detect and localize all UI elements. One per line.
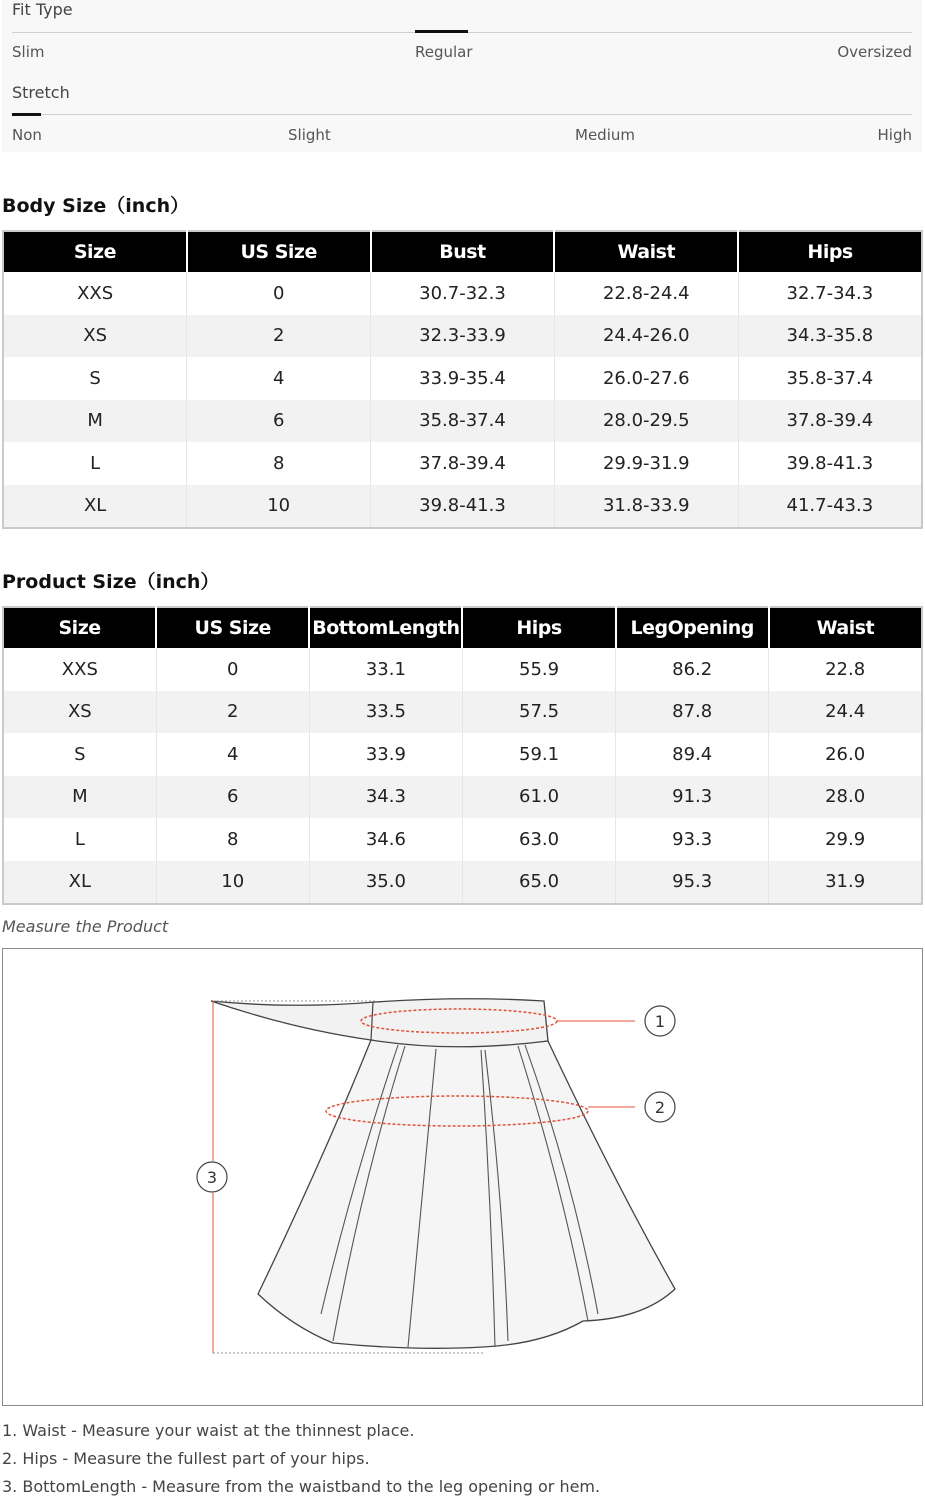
table-row bbox=[3, 485, 922, 529]
cell-size: S bbox=[3, 357, 187, 400]
cell-us-size: 0 bbox=[156, 648, 309, 691]
body-size-table bbox=[2, 230, 923, 529]
fit-type-title: Fit Type bbox=[12, 0, 73, 19]
cell-us-size: 4 bbox=[156, 733, 309, 776]
header-us-size: US Size bbox=[187, 231, 371, 272]
fit-label-oversized: Oversized bbox=[837, 43, 912, 61]
header-bust: Bust bbox=[371, 231, 555, 272]
cell-waist: 28.0 bbox=[769, 776, 922, 819]
cell-bust: 30.7-32.3 bbox=[371, 272, 555, 315]
measure-diagram bbox=[2, 948, 923, 1406]
stretch-title: Stretch bbox=[12, 83, 70, 102]
marker-2-label: 2 bbox=[654, 1098, 666, 1117]
cell-size: M bbox=[3, 776, 156, 819]
note-waist: 1. Waist - Measure your waist at the thinnest place. bbox=[2, 1421, 415, 1440]
skirt-illustration bbox=[3, 949, 922, 1405]
fit-stretch-panel bbox=[2, 0, 922, 152]
cell-us-size: 8 bbox=[187, 442, 371, 485]
cell-size: XL bbox=[3, 485, 187, 529]
body-size-header-row bbox=[3, 231, 922, 272]
header-us-size: US Size bbox=[156, 607, 309, 648]
cell-leg-opening: 91.3 bbox=[616, 776, 769, 819]
note-bottom-length: 3. BottomLength - Measure from the waistband to the leg opening or hem. bbox=[2, 1477, 601, 1496]
stretch-label-non: Non bbox=[12, 126, 42, 144]
cell-size: S bbox=[3, 733, 156, 776]
cell-us-size: 0 bbox=[187, 272, 371, 315]
table-row bbox=[3, 733, 922, 776]
cell-bottom-length: 33.9 bbox=[309, 733, 462, 776]
header-hips: Hips bbox=[738, 231, 922, 272]
header-leg-opening: LegOpening bbox=[616, 607, 769, 648]
cell-hips: 55.9 bbox=[462, 648, 615, 691]
cell-us-size: 10 bbox=[156, 861, 309, 905]
header-waist: Waist bbox=[554, 231, 738, 272]
cell-size: XL bbox=[3, 861, 156, 905]
cell-size: XS bbox=[3, 315, 187, 358]
cell-waist: 26.0-27.6 bbox=[554, 357, 738, 400]
table-row bbox=[3, 400, 922, 443]
header-size: Size bbox=[3, 231, 187, 272]
fit-label-slim: Slim bbox=[12, 43, 45, 61]
cell-hips: 35.8-37.4 bbox=[738, 357, 922, 400]
cell-bottom-length: 33.1 bbox=[309, 648, 462, 691]
cell-leg-opening: 93.3 bbox=[616, 818, 769, 861]
cell-bust: 37.8-39.4 bbox=[371, 442, 555, 485]
cell-hips: 32.7-34.3 bbox=[738, 272, 922, 315]
product-size-table bbox=[2, 606, 923, 905]
cell-us-size: 6 bbox=[187, 400, 371, 443]
stretch-selected-marker bbox=[12, 113, 41, 116]
cell-size: L bbox=[3, 442, 187, 485]
cell-bottom-length: 34.3 bbox=[309, 776, 462, 819]
cell-bust: 35.8-37.4 bbox=[371, 400, 555, 443]
cell-size: M bbox=[3, 400, 187, 443]
cell-hips: 59.1 bbox=[462, 733, 615, 776]
cell-us-size: 10 bbox=[187, 485, 371, 529]
cell-hips: 34.3-35.8 bbox=[738, 315, 922, 358]
header-size: Size bbox=[3, 607, 156, 648]
stretch-label-high: High bbox=[877, 126, 912, 144]
skirt-body bbox=[258, 1040, 675, 1348]
cell-waist: 31.9 bbox=[769, 861, 922, 905]
cell-bust: 32.3-33.9 bbox=[371, 315, 555, 358]
fit-label-regular: Regular bbox=[415, 43, 473, 61]
cell-leg-opening: 87.8 bbox=[616, 691, 769, 734]
header-bottom-length: BottomLength bbox=[309, 607, 462, 648]
table-row bbox=[3, 315, 922, 358]
table-row bbox=[3, 776, 922, 819]
cell-us-size: 2 bbox=[187, 315, 371, 358]
marker-1-label: 1 bbox=[654, 1012, 666, 1031]
header-waist: Waist bbox=[769, 607, 922, 648]
table-row bbox=[3, 442, 922, 485]
cell-size: XS bbox=[3, 691, 156, 734]
cell-waist: 24.4 bbox=[769, 691, 922, 734]
cell-bottom-length: 35.0 bbox=[309, 861, 462, 905]
cell-size: XXS bbox=[3, 272, 187, 315]
stretch-label-medium: Medium bbox=[575, 126, 635, 144]
body-size-title: Body Size（inch） bbox=[2, 195, 190, 217]
product-size-header-row bbox=[3, 607, 922, 648]
product-size-title: Product Size（inch） bbox=[2, 571, 220, 593]
cell-waist: 24.4-26.0 bbox=[554, 315, 738, 358]
cell-hips: 37.8-39.4 bbox=[738, 400, 922, 443]
fit-type-selected-marker bbox=[415, 30, 468, 33]
cell-waist: 31.8-33.9 bbox=[554, 485, 738, 529]
cell-size: L bbox=[3, 818, 156, 861]
table-row bbox=[3, 861, 922, 905]
cell-waist: 22.8 bbox=[769, 648, 922, 691]
cell-hips: 65.0 bbox=[462, 861, 615, 905]
note-hips: 2. Hips - Measure the fullest part of your hips. bbox=[2, 1449, 370, 1468]
table-row bbox=[3, 818, 922, 861]
header-hips: Hips bbox=[462, 607, 615, 648]
cell-waist: 22.8-24.4 bbox=[554, 272, 738, 315]
cell-waist: 29.9 bbox=[769, 818, 922, 861]
cell-us-size: 4 bbox=[187, 357, 371, 400]
cell-hips: 63.0 bbox=[462, 818, 615, 861]
cell-bust: 33.9-35.4 bbox=[371, 357, 555, 400]
table-row bbox=[3, 272, 922, 315]
cell-waist: 29.9-31.9 bbox=[554, 442, 738, 485]
stretch-label-slight: Slight bbox=[288, 126, 331, 144]
cell-hips: 39.8-41.3 bbox=[738, 442, 922, 485]
cell-us-size: 6 bbox=[156, 776, 309, 819]
cell-us-size: 2 bbox=[156, 691, 309, 734]
cell-bust: 39.8-41.3 bbox=[371, 485, 555, 529]
measure-caption: Measure the Product bbox=[2, 917, 169, 936]
cell-leg-opening: 89.4 bbox=[616, 733, 769, 776]
cell-leg-opening: 86.2 bbox=[616, 648, 769, 691]
cell-leg-opening: 95.3 bbox=[616, 861, 769, 905]
stretch-scale-line bbox=[12, 114, 912, 115]
cell-bottom-length: 34.6 bbox=[309, 818, 462, 861]
cell-us-size: 8 bbox=[156, 818, 309, 861]
table-row bbox=[3, 691, 922, 734]
cell-waist: 28.0-29.5 bbox=[554, 400, 738, 443]
cell-waist: 26.0 bbox=[769, 733, 922, 776]
cell-bottom-length: 33.5 bbox=[309, 691, 462, 734]
cell-size: XXS bbox=[3, 648, 156, 691]
cell-hips: 41.7-43.3 bbox=[738, 485, 922, 529]
table-row bbox=[3, 648, 922, 691]
marker-3-label: 3 bbox=[206, 1168, 218, 1187]
cell-hips: 61.0 bbox=[462, 776, 615, 819]
cell-hips: 57.5 bbox=[462, 691, 615, 734]
table-row bbox=[3, 357, 922, 400]
